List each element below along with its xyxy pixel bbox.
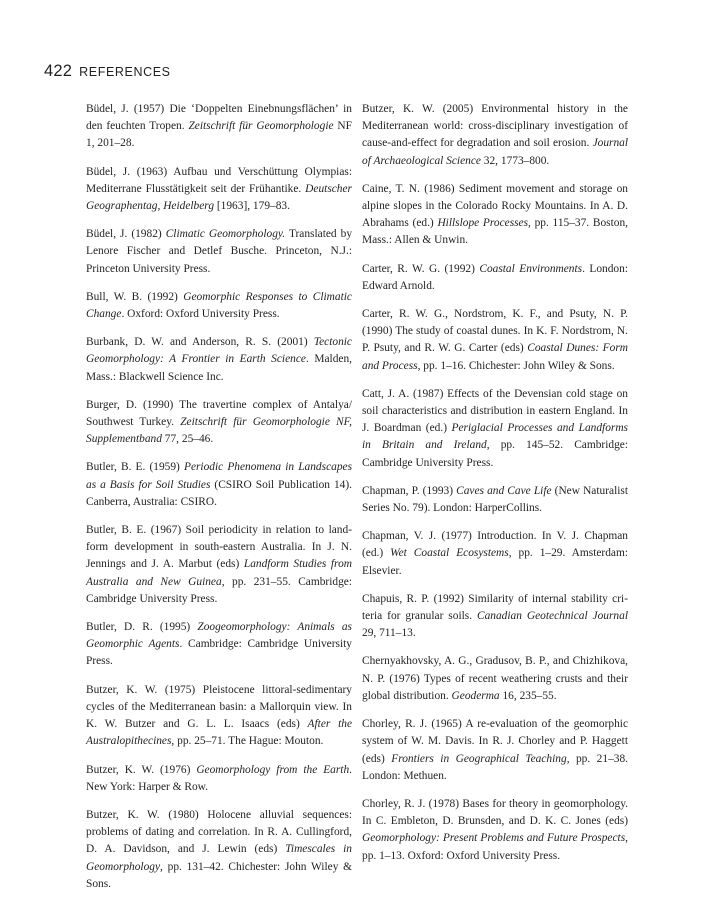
reference-text: Butzer, K. W. (2005) Environmental history in the Mediterranean world: cross-disciplinary investigation of cause-and-effect for degradation and soil erosion. [362, 103, 628, 150]
reference-title: Wet Coastal Ecosystems [390, 547, 509, 560]
reference-text: 32, 1773–800. [480, 154, 550, 167]
reference-title: Landform Studies from Australia and New Guinea [86, 558, 352, 588]
reference-title: Geomorphology from the Earth [196, 763, 350, 776]
reference-text: , pp. 231–55. Cambridge: Cambridge University Press. [86, 575, 352, 605]
reference-text: 29, 711–13. [362, 627, 416, 640]
running-head [44, 62, 171, 81]
reference-title: Geomorphology: Present Problems and Future Prospects [362, 832, 626, 845]
reference-entry [86, 762, 352, 796]
reference-text: , pp. 1–13. Oxford: Oxford University Press. [362, 832, 628, 862]
reference-text: Chapman, P. (1993) [362, 484, 457, 497]
reference-title: Deutscher Geographentag, Heidelberg [86, 182, 352, 213]
reference-entry [86, 459, 352, 511]
reference-title: Coastal Environments [479, 262, 583, 275]
reference-text: , pp. 21–38. London: Methuen. [362, 752, 629, 782]
reference-title: Canadian Geotechnical Journal [477, 610, 628, 623]
reference-text: (New Naturalist Series No. 79). London: HarperCollins. [362, 484, 628, 515]
reference-text: Chorley, R. J. (1965) A re-evaluation of the geomorphic system of W. M. Davis. In R. J. Chorley and P. Haggett (eds) [362, 718, 628, 765]
reference-title: Periodic Phenomena in Landscapes as a Basis for Soil Studies [86, 461, 353, 491]
reference-entry [86, 619, 352, 671]
reference-column-left [86, 101, 352, 904]
reference-title: Tectonic Geomorphology: A Frontier in Earth Science [86, 336, 352, 366]
reference-text: NF 1, 201–28. [86, 120, 352, 150]
reference-entry [86, 397, 352, 449]
reference-text: Caine, T. N. (1986) Sediment movement and storage on alpine slopes in the Colorado Rocky Mountains. In A. D. Abrahams (ed.) [362, 182, 628, 230]
reference-entry [86, 289, 352, 323]
reference-text: . Cambridge: Cambridge University Press. [86, 638, 352, 668]
reference-text: Butler, B. E. (1967) Soil periodicity in relation to landform development in south-eastern Australia. In J. N. Jennings and J. A. Marbut (eds) [86, 524, 352, 571]
reference-text: Chapuis, R. P. (1992) Similarity of internal stability criteria for granular soils. [362, 592, 628, 623]
reference-text: Butzer, K. W. (1976) [86, 763, 197, 776]
reference-text: . Oxford: Oxford University Press. [121, 308, 280, 321]
reference-text: , pp. 1–16. Chichester: John Wiley & Sons. [417, 359, 615, 372]
reference-text: Catt, J. A. (1987) Effects of the Devensian cold stage on soil characteristics and distribution in eastern England. In J. Boardman (ed.) [362, 387, 628, 435]
reference-text: Büdel, J. (1963) Aufbau und Verschüttung Olympias: Mediterrane Flusstätigkeit seit der Frühantike. [86, 165, 352, 195]
reference-text: , pp. 115–37. Boston, Mass.: Allen & Unwin. [362, 217, 628, 247]
reference-entry [86, 164, 352, 216]
reference-entry [362, 101, 628, 170]
reference-entry [86, 334, 352, 386]
reference-text: Butzer, K. W. (1975) Pleistocene littoral-sedimentary cycles of the Mediterranean basin: a Mallorquin view. In K. W. Butzer and G. L. L. Isaacs (eds) [86, 683, 352, 731]
reference-entry [362, 181, 628, 250]
reference-text: Burger, D. (1990) The travertine complex of Antalya/ Southwest Turkey. [86, 398, 352, 429]
reference-title: Zeitschrift für Geomorphologie [188, 120, 334, 133]
reference-entry [362, 261, 628, 295]
page-number: 422 [44, 62, 73, 80]
reference-text: Büdel, J. (1957) Die ‘Doppelten Einebnungsflächen’ in den feuchten Tropen. [86, 103, 352, 133]
reference-entry [362, 306, 628, 375]
reference-text: Chorley, R. J. (1978) Bases for theory in geomorphology. In C. Embleton, D. Brunsden, and D. K. C. Jones (eds) [362, 797, 628, 828]
reference-entry [362, 653, 628, 705]
reference-text: . London: Edward Arnold. [362, 262, 628, 292]
reference-entry [86, 101, 352, 153]
reference-title: After the Australopithecines [86, 718, 353, 748]
reference-text: Butler, D. R. (1995) [86, 621, 198, 634]
reference-text: Carter, R. W. G. (1992) [362, 262, 480, 275]
reference-entry [362, 483, 628, 517]
reference-text: Bull, W. B. (1992) [86, 290, 184, 303]
reference-title: Climatic Geomorphology. [165, 228, 286, 241]
reference-title: Caves and Cave Life [456, 484, 552, 497]
reference-text: 77, 25–46. [161, 433, 214, 446]
reference-text: . New York: Harper & Row. [86, 763, 353, 793]
reference-title: Geoderma [451, 689, 500, 702]
reference-title: Zoogeomorphology: Animals as Geomorphic Agents [86, 621, 352, 651]
reference-entry [86, 226, 352, 278]
reference-title: Frontiers in Geographical Teaching [391, 752, 567, 765]
section-title: REFERENCES [79, 65, 171, 79]
reference-title: Coastal Dunes: Form and Process [362, 342, 628, 372]
reference-text: , pp. 25–71. The Hague: Mouton. [171, 735, 324, 748]
reference-text: Chapman, V. J. (1977) Introduction. In V. J. Chapman (ed.) [362, 530, 628, 560]
reference-column-right [362, 101, 628, 876]
reference-text: 16, 235–55. [499, 689, 557, 702]
reference-title: Timescales in Geomorphology [86, 843, 352, 873]
reference-entry [86, 682, 352, 751]
reference-title: Hillslope Processes [437, 217, 529, 230]
reference-text: (CSIRO Soil Publication 14). Canberra, Australia: CSIRO. [86, 478, 352, 508]
reference-entry [86, 522, 352, 608]
reference-title: Periglacial Processes and Landforms in Britain and Ireland [362, 422, 628, 452]
reference-text: Burbank, D. W. and Anderson, R. S. (2001) [86, 336, 314, 349]
reference-text: Butler, B. E. (1959) [86, 461, 184, 474]
reference-entry [362, 591, 628, 643]
reference-text: , pp. 145–52. Cambridge: Cambridge University Press. [362, 439, 628, 469]
reference-text: Chernyakhovsky, A. G., Gradusov, B. P., and Chizhikova, N. P. (1976) Types of recent weathering crusts and their global distribution. [362, 655, 628, 702]
reference-entry [362, 528, 628, 580]
reference-entry [86, 807, 352, 893]
reference-entry [362, 796, 628, 865]
reference-text: Büdel, J. (1982) [86, 228, 166, 241]
reference-text: Butzer, K. W. (1980) Holocene alluvial sequences: problems of dating and correlation. In R. A. Cullingford, D. A. Davidson, and J. Lewin (eds) [86, 808, 352, 856]
reference-title: Journal of Archaeological Science [362, 137, 628, 167]
reference-text: , pp. 131–42. Chichester: John Wiley & Sons. [86, 860, 352, 890]
reference-text: Translated by Lenore Fischer and Detlef Busche. Princeton, N.J.: Princeton University Press. [86, 228, 353, 275]
reference-title: Geomorphic Responses to Climatic Change [86, 290, 352, 321]
reference-entry [362, 716, 628, 785]
reference-text: [1963], 179–83. [214, 200, 290, 213]
reference-text: Carter, R. W. G., Nordstrom, K. F., and Psuty, N. P. (1990) The study of coastal dunes. In K. F. Nordstrom, N. P. Psuty, and R. W. G. Carter (eds) [362, 308, 628, 355]
reference-text: . Malden, Mass.: Blackwell Science Inc. [86, 353, 352, 383]
reference-entry [362, 386, 628, 472]
reference-title: Zeitschrift für Geomorphologie NF, Supplementband [86, 416, 352, 446]
reference-text: , pp. 1–29. Amsterdam: Elsevier. [362, 547, 628, 577]
